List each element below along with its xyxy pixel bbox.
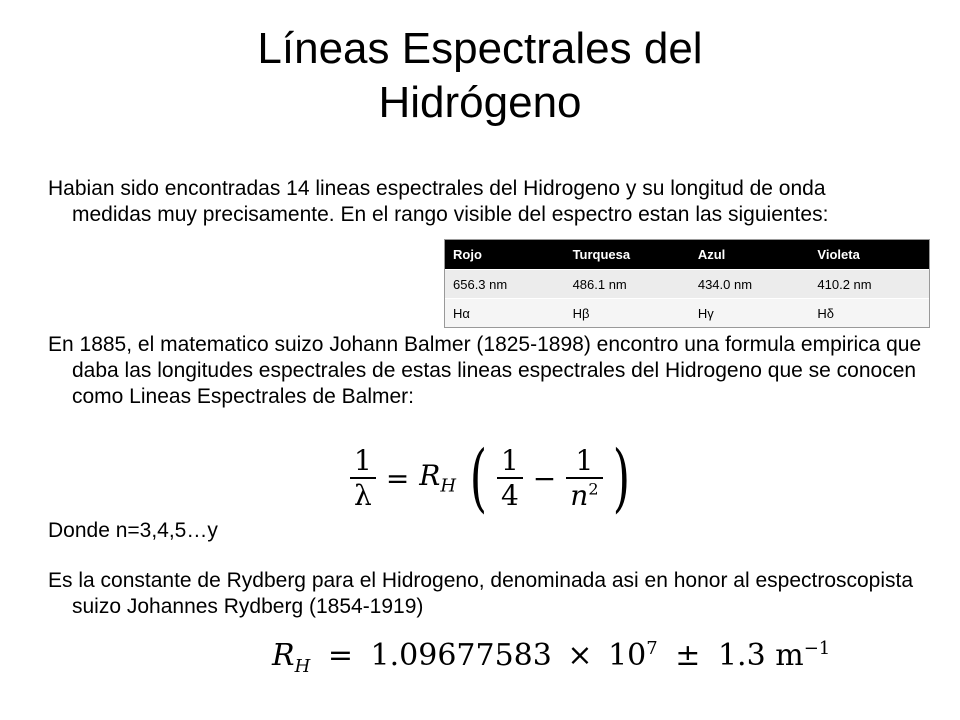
header-turquesa: Turquesa [565, 240, 690, 270]
balmer-formula [350, 435, 635, 521]
unit: $m^{-1}$ [775, 638, 831, 673]
rydberg-symbol: $R_H$ [419, 459, 457, 497]
cell-wavelength-violeta: 410.2 nm [809, 270, 929, 299]
cell-line-beta: Hβ [565, 299, 690, 328]
uncertainty-value: 1.3 [717, 638, 766, 673]
left-paren: ( [469, 435, 488, 521]
table-row [445, 270, 929, 299]
cell-line-gamma: Hγ [690, 299, 810, 328]
one-quarter: $\frac{1}{4}$ [497, 444, 523, 512]
equals-sign-2: = [327, 638, 353, 673]
rydberg-paragraph: Es la constante de Rydberg para el Hidrogeno, denominada asi en honor al espectroscopista suizo Johannes Rydberg (1854-1919) [48, 569, 914, 618]
cell-line-delta: Hδ [809, 299, 929, 328]
minus-sign: − [532, 461, 557, 495]
table-row [445, 299, 929, 328]
plus-minus-sign: ± [675, 638, 701, 673]
table-header-row [445, 240, 929, 270]
one-over-n-squared: $\frac{1}{n^2}$ [566, 444, 602, 512]
page-title [0, 22, 960, 130]
title-line-2: Hidrógeno [378, 78, 582, 127]
cell-wavelength-rojo: 656.3 nm [445, 270, 565, 299]
inverse-lambda: $\frac{1}{\lambda}$ [350, 444, 376, 512]
rydberg-constant [272, 638, 830, 677]
intro-paragraph: Habian sido encontradas 14 lineas espectrales del Hidrogeno y su longitud de onda medidas muy precisamente. En el rango visible del espectro estan las siguientes: [48, 177, 829, 226]
header-azul: Azul [690, 240, 810, 270]
constant-value: 1.09677583 [370, 638, 552, 673]
equals-sign: = [385, 461, 410, 495]
balmer-paragraph: En 1885, el matematico suizo Johann Balmer (1825-1898) encontro una formula empirica que daba las longitudes espectrales de estas lineas espectrales del Hidrogeno que se conocen como Lineas Espectrales de Balmer: [48, 333, 922, 408]
cell-wavelength-azul: 434.0 nm [690, 270, 810, 299]
cell-line-alpha: Hα [445, 299, 565, 328]
rydberg-symbol-2: $R_H$ [272, 638, 311, 677]
donde-line: Donde n=3,4,5…y [48, 519, 218, 542]
cell-wavelength-turquesa: 486.1 nm [565, 270, 690, 299]
spectral-lines-table [445, 240, 929, 327]
right-paren: ) [612, 435, 630, 521]
times-sign: × [567, 638, 593, 673]
header-violeta: Violeta [809, 240, 929, 270]
power-of-ten: $10^7$ [608, 638, 658, 673]
header-rojo: Rojo [445, 240, 565, 270]
title-line-1: Líneas Espectrales del [257, 24, 703, 73]
